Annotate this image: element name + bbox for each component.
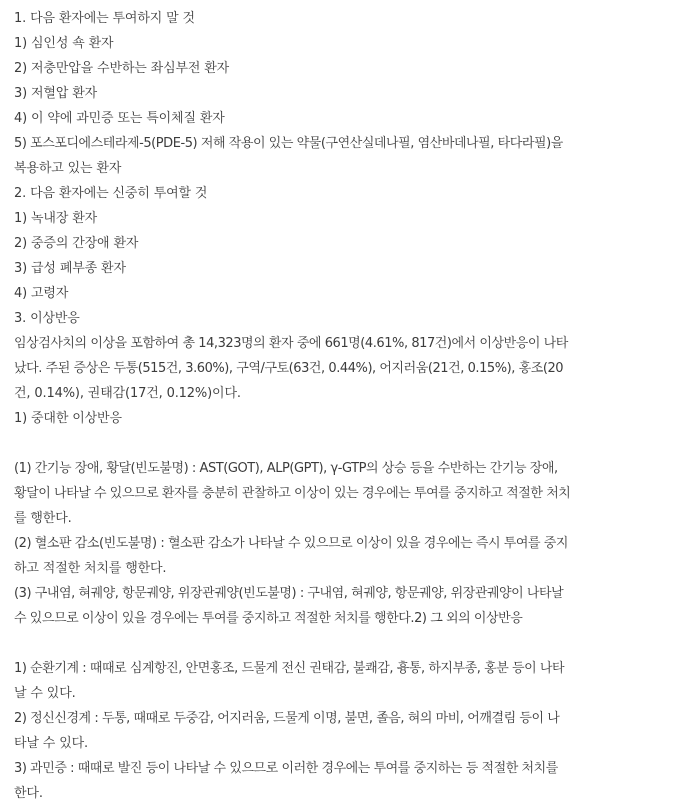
text-line-8: 2. 다음 환자에는 신중히 투여할 것 — [14, 186, 208, 201]
text-line-13: 3. 이상반응 — [14, 311, 80, 326]
text-line-2: 1) 심인성 쇽 환자 — [14, 36, 114, 51]
text-line-22: (2) 혈소판 감소(빈도불명) : 혈소판 감소가 나타날 수 있으므로 이상이 있을 경우에는 즉시 투여를 중지 — [14, 536, 569, 551]
text-line-31: 3) 과민증 : 때때로 발진 등이 나타날 수 있으므로 이러한 경우에는 투여를 중지하는 등 적절한 처치를 — [14, 761, 558, 776]
text-line-32: 한다. — [14, 786, 43, 801]
text-line-21: 를 행한다. — [14, 511, 72, 526]
text-line-6: 5) 포스포디에스테라제-5(PDE-5) 저해 작용이 있는 약물(구연산실데나필, 염산바데나필, 타다라필)을 — [14, 136, 563, 151]
text-line-14: 임상검사치의 이상을 포함하여 총 14,323명의 환자 중에 661명(4.61%, 817건)에서 이상반응이 나타 — [14, 336, 568, 351]
text-line-9: 1) 녹내장 환자 — [14, 211, 98, 226]
text-line-12: 4) 고령자 — [14, 286, 69, 301]
text-line-23: 하고 적절한 처치를 행한다. — [14, 561, 167, 576]
blank-line — [14, 431, 673, 456]
text-line-7: 복용하고 있는 환자 — [14, 161, 122, 176]
text-line-28: 날 수 있다. — [14, 686, 76, 701]
text-line-16: 건, 0.14%), 권태감(17건, 0.12%)이다. — [14, 386, 241, 401]
text-line-11: 3) 급성 폐부종 환자 — [14, 261, 126, 276]
text-line-5: 4) 이 약에 과민증 또는 특이체질 환자 — [14, 111, 225, 126]
text-line-20: 황달이 나타날 수 있으므로 환자를 충분히 관찰하고 이상이 있는 경우에는 투여를 중지하고 적절한 처치 — [14, 486, 571, 501]
text-line-4: 3) 저혈압 환자 — [14, 86, 98, 101]
text-line-17: 1) 중대한 이상반응 — [14, 411, 122, 426]
text-line-3: 2) 저충만압을 수반하는 좌심부전 환자 — [14, 61, 230, 76]
text-line-1: 1. 다음 환자에는 투여하지 말 것 — [14, 11, 195, 26]
text-line-29: 2) 정신신경계 : 두통, 때때로 두중감, 어지러움, 드물게 이명, 불면, 졸음, 혀의 마비, 어깨결림 등이 나 — [14, 711, 560, 726]
text-line-24: (3) 구내염, 혀궤양, 항문궤양, 위장관궤양(빈도불명) : 구내염, 혀궤양, 항문궤양, 위장관궤양이 나타날 — [14, 586, 564, 601]
text-line-15: 났다. 주된 증상은 두통(515건, 3.60%), 구역/구토(63건, 0.44%), 어지러움(21건, 0.15%), 홍조(20 — [14, 361, 564, 376]
text-line-30: 타날 수 있다. — [14, 736, 88, 751]
text-line-10: 2) 중증의 간장애 환자 — [14, 236, 139, 251]
text-line-25: 수 있으므로 이상이 있을 경우에는 투여를 중지하고 적절한 처치를 행한다.2) 그 외의 이상반응 — [14, 611, 523, 626]
text-line-19: (1) 간기능 장애, 황달(빈도불명) : AST(GOT), ALP(GPT), γ-GTP의 상승 등을 수반하는 간기능 장애, — [14, 461, 558, 476]
text-line-27: 1) 순환기계 : 때때로 심계항진, 안면홍조, 드물게 전신 권태감, 불쾌감, 흉통, 하지부종, 홍분 등이 나타 — [14, 661, 565, 676]
blank-line — [14, 631, 673, 656]
